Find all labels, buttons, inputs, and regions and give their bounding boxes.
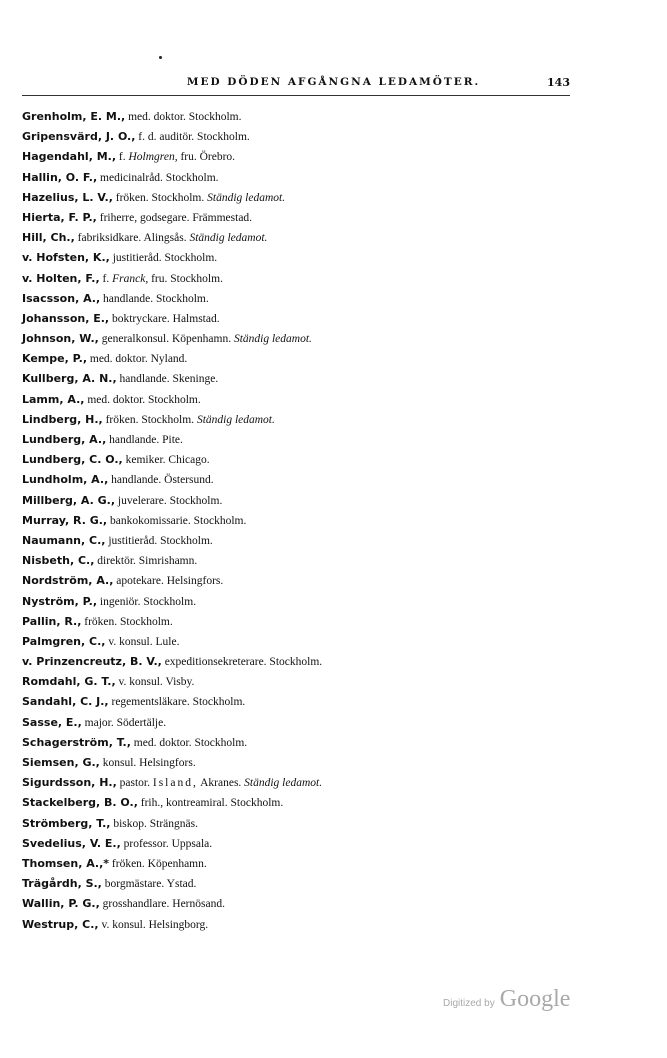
list-item [22,652,622,672]
list-item [22,511,622,531]
member-details: handlande. Östersund. [108,474,214,487]
member-details-end: Akranes. [197,777,245,790]
member-details: major. Södertälje. [81,716,167,729]
list-item [22,793,622,813]
member-name: Lundholm, A., [22,473,109,487]
member-name: Kullberg, A. N., [22,372,117,386]
list-item [22,854,622,874]
member-details: direktör. Simrishamn. [94,555,198,568]
member-name: Nyström, P., [22,594,98,608]
member-details: biskop. Strängnäs. [110,817,198,830]
member-details: handlande. Pite. [106,434,183,446]
member-details: generalkonsul. Köpenhamn. [98,333,234,346]
member-details: fröken. Stockholm. [81,615,173,628]
member-details: expeditionsekreterare. Stockholm. [161,656,323,669]
member-details: med. doktor. Stockholm. [84,393,201,406]
member-name: Hill, Ch., [22,231,75,245]
member-name: Lamm, A., [22,392,85,406]
member-details: f. [116,151,129,164]
member-name: Schagerström, T., [22,735,131,749]
list-item [22,894,622,914]
list-item [22,491,622,511]
list-item [22,612,622,632]
printed-dot [159,56,162,59]
member-details: justitieråd. Stockholm. [109,252,218,265]
list-item [22,834,622,854]
member-name: v. Prinzencreutz, B. V., [22,655,162,669]
member-details: med. doktor. Stockholm. [130,736,248,749]
member-name: Thomsen, A.,* [22,856,110,870]
list-item [22,369,622,389]
list-item [22,208,622,228]
list-item [22,168,622,188]
member-name: Lundberg, C. O., [22,453,123,467]
list-item [22,571,622,591]
member-name: Hagendahl, M., [22,150,117,164]
member-name: v. Hofsten, K., [22,251,110,265]
member-details: professor. Uppsala. [120,837,213,850]
member-name: Millberg, A. G., [22,493,116,507]
list-item [22,531,622,551]
member-details: regementsläkare. Stockholm. [108,696,246,709]
member-name: Svedelius, V. E., [22,836,121,850]
member-details: f. [99,272,113,285]
list-item [22,289,622,309]
list-item [22,692,622,712]
member-details: konsul. Helsingfors. [99,757,196,769]
list-item [22,228,622,248]
digitized-by-label: Digitized by [443,998,495,1009]
member-name: Siemsen, G., [22,756,100,769]
member-name: Johnson, W., [22,332,99,346]
member-name: Naumann, C., [22,533,106,547]
member-details: grosshandlare. Hernösand. [99,898,225,911]
member-details: frih., kontreamiral. Stockholm. [137,797,284,810]
member-name: Sigurdsson, H., [22,776,117,790]
member-name: Stackelberg, B. O., [22,796,138,810]
member-details: handlande. Stockholm. [100,292,209,305]
list-item [22,632,622,652]
list-item [22,430,622,450]
member-details: v. konsul. Helsingborg. [98,918,209,931]
member-details: boktryckare. Halmstad. [109,312,220,325]
member-details: med. doktor. Stockholm. [125,111,242,123]
member-name: Hazelius, L. V., [22,190,113,204]
running-header [0,76,667,92]
member-details: kemiker. Chicago. [122,454,210,467]
member-details: borgmästare. Ystad. [101,878,197,891]
member-list [22,107,622,935]
google-logo: Google [499,986,571,1012]
member-name: Hallin, O. F., [22,170,98,184]
member-name: Lundberg, A., [22,433,107,446]
member-details: fröken. Köpenhamn. [109,857,207,870]
list-item [22,329,622,349]
list-item [22,814,622,834]
member-details: v. konsul. Lule. [105,635,180,648]
membership-note: Ständig ledamot. [244,777,323,790]
member-name: Romdahl, G. T., [22,675,116,689]
member-details: handlande. Skeninge. [116,373,219,386]
membership-note: Ständig ledamot. [196,413,275,426]
list-item [22,269,622,289]
header-rule [22,95,570,96]
list-item [22,592,622,612]
maiden-name: Holmgren, [128,151,178,164]
member-name: Murray, R. G., [22,513,108,527]
member-name: Strömberg, T., [22,816,111,830]
list-item [22,349,622,369]
digitized-by-google-watermark [443,986,570,1013]
list-item [22,147,622,167]
list-item [22,410,622,430]
member-name: Pallin, R., [22,614,82,628]
membership-note: Ständig ledamot. [233,333,312,346]
list-item [22,309,622,329]
list-item [22,713,622,733]
page-number: 143 [547,76,570,89]
list-item [22,874,622,894]
list-item [22,188,622,208]
member-name: Nordström, A., [22,574,114,588]
member-details-end: fru. Örebro. [177,151,236,164]
member-name: Palmgren, C., [22,634,106,648]
list-item [22,127,622,147]
member-details-end: fru. Stockholm. [148,272,223,285]
member-name: Kempe, P., [22,352,87,366]
member-name: Sasse, E., [22,715,82,729]
member-name: Johansson, E., [22,311,110,325]
member-details: fröken. Stockholm. [112,191,208,204]
member-name: Isacsson, A., [22,291,101,305]
member-details: medicinalråd. Stockholm. [97,171,219,184]
list-item [22,107,622,127]
member-details: apotekare. Helsingfors. [113,575,224,588]
member-details: v. konsul. Visby. [115,676,195,689]
list-item [22,753,622,773]
member-details: f. d. auditör. Stockholm. [135,131,250,144]
list-item [22,551,622,571]
member-country-spaced: Island, [152,777,198,790]
member-details: bankokomissarie. Stockholm. [107,514,247,527]
member-details: ingeniör. Stockholm. [97,595,197,608]
member-details: fabriksidkare. Alingsås. [74,232,190,245]
member-name: Westrup, C., [22,917,99,931]
member-details: juvelerare. Stockholm. [115,494,223,507]
list-item [22,248,622,268]
member-details: fröken. Stockholm. [102,413,197,426]
list-item [22,733,622,753]
list-item [22,672,622,692]
membership-note: Ständig ledamot. [189,232,268,245]
list-item [22,390,622,410]
list-item [22,773,622,793]
member-name: Wallin, P. G., [22,897,100,911]
member-details: pastor. [116,777,153,790]
member-name: Trägårdh, S., [22,877,102,891]
page-header-title: MED DÖDEN AFGÅNGNA LEDAMÖTER. [186,76,481,88]
member-details: med. doktor. Nyland. [87,353,188,366]
list-item [22,915,622,935]
member-details: justitieråd. Stockholm. [105,534,213,547]
member-name: Gripensvärd, J. O., [22,130,136,144]
member-name: Lindberg, H., [22,412,103,426]
member-name: Sandahl, C. J., [22,695,109,709]
member-name: v. Holten, F., [22,271,100,285]
member-name: Nisbeth, C., [22,554,95,568]
maiden-name: Franck, [112,272,149,285]
member-name: Hierta, F. P., [22,210,97,224]
member-details: friherre, godsegare. Främmestad. [96,211,253,224]
list-item [22,470,622,490]
membership-note: Ständig ledamot. [207,191,286,204]
list-item [22,450,622,470]
member-name: Grenholm, E. M., [22,110,126,123]
